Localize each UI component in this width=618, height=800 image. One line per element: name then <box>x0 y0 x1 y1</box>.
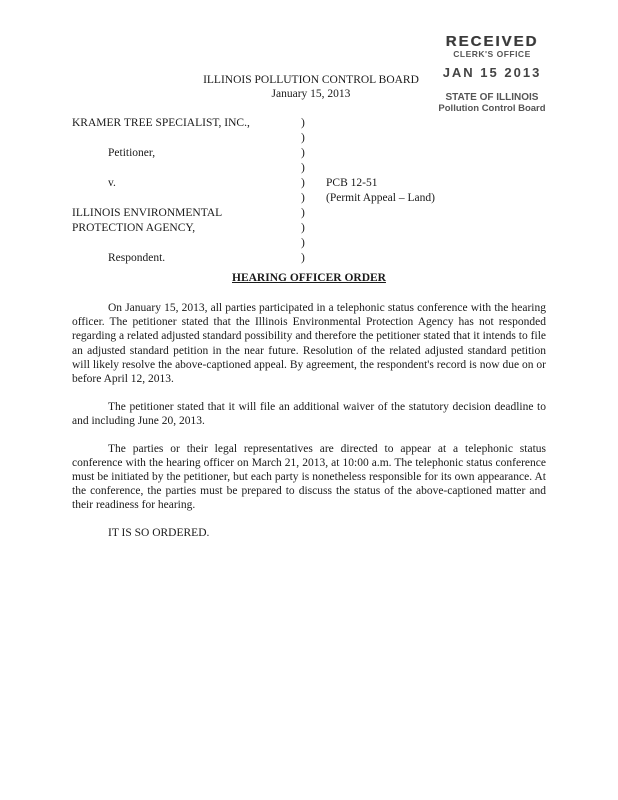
caption-paren: ) <box>301 132 305 144</box>
caption-paren: ) <box>301 177 305 189</box>
caption-paren: ) <box>301 192 305 204</box>
caption-paren: ) <box>301 162 305 174</box>
petitioner-role: Petitioner, <box>108 147 156 159</box>
board-name: ILLINOIS POLLUTION CONTROL BOARD <box>203 74 419 86</box>
stamp-board: Pollution Control Board <box>438 102 546 114</box>
case-number: PCB 12-51 <box>326 177 378 189</box>
order-paragraph: The parties or their legal representatives are directed to appear at a telephonic status conference with the hearing officer on March 21, 2013, at 10:00 a.m. The telephonic status conference must be initiated by the petitioner, but each party is nonetheless responsible for its own appearance. At the conference, the parties must be prepared to discuss the status of the above-captioned matter and their readiness for hearing. <box>72 442 546 512</box>
caption-paren: ) <box>301 252 305 264</box>
document-header <box>0 73 618 101</box>
respondent-name-line2: PROTECTION AGENCY, <box>72 222 196 234</box>
caption-paren: ) <box>301 147 305 159</box>
petitioner-name: KRAMER TREE SPECIALIST, INC., <box>72 117 250 129</box>
order-paragraph: On January 15, 2013, all parties participated in a telephonic status conference with the hearing officer. The petitioner stated that the Illinois Environmental Protection Agency has not responded regarding a related adjusted standard possibility and therefore the petitioner stated that it intends to file an adjusted standard petition in the near future. Resolution of the related adjusted standard petition will likely resolve the above-captioned appeal. By agreement, the respondent's record is now due on or before April 12, 2013. <box>72 302 546 386</box>
stamp-date: JAN 15 2013 <box>442 64 542 80</box>
caption-paren: ) <box>301 117 305 129</box>
caption-paren: ) <box>301 222 305 234</box>
order-body <box>72 301 546 554</box>
order-paragraph: The petitioner stated that it will file an additional waiver of the statutory decision deadline to and including June 20, 2013. <box>72 400 546 427</box>
order-closing: IT IS SO ORDERED. <box>108 527 210 540</box>
caption-paren: ) <box>301 207 305 219</box>
respondent-name-line1: ILLINOIS ENVIRONMENTAL <box>72 207 223 219</box>
order-date: January 15, 2013 <box>271 88 351 100</box>
versus: v. <box>108 177 116 189</box>
stamp-received: RECEIVED <box>445 33 539 50</box>
order-title: HEARING OFFICER ORDER <box>232 272 386 284</box>
stamp-office: CLERK'S OFFICE <box>453 48 531 59</box>
caption-paren: ) <box>301 237 305 249</box>
case-type: (Permit Appeal – Land) <box>326 192 435 204</box>
respondent-role: Respondent. <box>108 252 166 264</box>
stamp-state: STATE OF ILLINOIS <box>445 92 539 104</box>
